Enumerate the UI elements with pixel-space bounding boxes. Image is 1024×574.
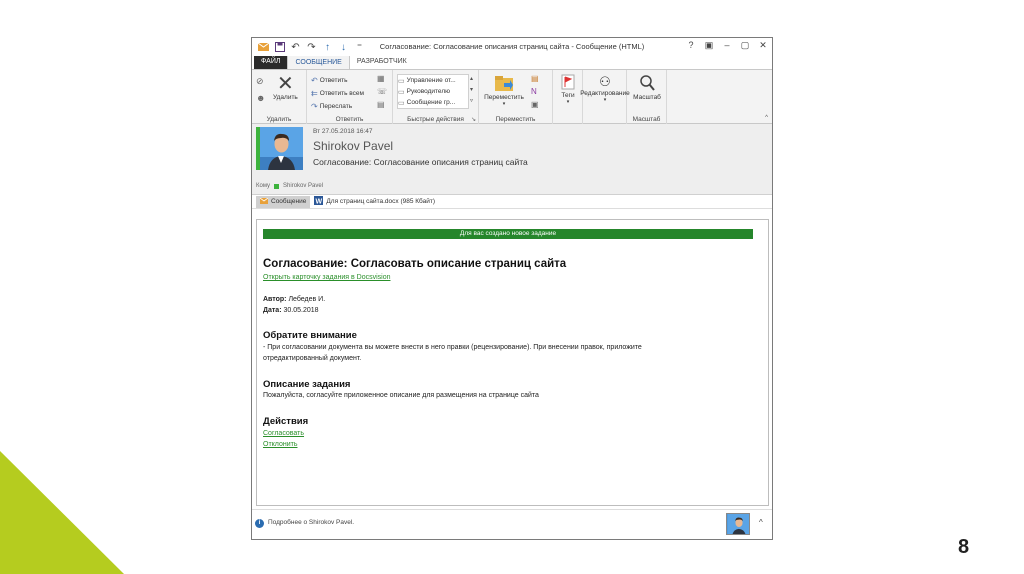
reply-button[interactable]: ↶ Ответить bbox=[311, 76, 348, 85]
forward-button[interactable]: ↷ Переслать bbox=[311, 102, 353, 111]
attention-text-2: отредактированный документ. bbox=[263, 355, 362, 362]
tab-developer[interactable]: РАЗРАБОТЧИК bbox=[356, 58, 407, 65]
reply-all-button[interactable]: ⇇ Ответить всем bbox=[311, 89, 365, 98]
ignore-icon[interactable]: ⊘ bbox=[256, 76, 264, 86]
tags-button[interactable]: Теги ▾ bbox=[555, 74, 581, 105]
outlook-app-icon bbox=[257, 41, 270, 54]
recipient-name[interactable]: Shirokov Pavel bbox=[283, 183, 324, 189]
close-icon[interactable]: ✕ bbox=[759, 40, 767, 50]
ribbon-group-zoom: Масштаб Масштаб bbox=[627, 70, 667, 124]
rules-icon[interactable]: ▤ bbox=[531, 74, 539, 83]
description-text: Пожалуйста, согласуйте приложенное описание для размещения на странице сайта bbox=[263, 392, 539, 399]
ribbon-group-reply: ↶ Ответить ⇇ Ответить всем ↷ Переслать ▦ ☏ ▤ Ответить bbox=[307, 70, 393, 124]
sender-name[interactable]: Shirokov Pavel bbox=[313, 139, 394, 153]
message-body bbox=[256, 219, 769, 506]
svg-text:W: W bbox=[315, 198, 323, 205]
junk-icon[interactable]: ☻ bbox=[256, 93, 266, 103]
quick-step-1[interactable]: ▭ Управление от... bbox=[398, 77, 456, 85]
redo-icon[interactable]: ↷ bbox=[307, 41, 316, 53]
envelope-icon bbox=[260, 198, 268, 206]
ribbon-group-quick-steps: ▭ Управление от... ▭ Руководителю ▭ Сообщение гр... ▴ ▾ ▿ Быстрые действия ↘ bbox=[393, 70, 479, 124]
onenote-icon[interactable]: N bbox=[531, 87, 537, 96]
quick-step-icon: ▭ bbox=[398, 88, 405, 96]
ribbon-group-delete: ⊘ ☻ ✕ Удалить Удалить bbox=[252, 70, 307, 124]
word-doc-icon bbox=[314, 196, 323, 207]
expand-chevron-icon[interactable]: ^ bbox=[759, 518, 763, 527]
arrow-up-icon[interactable]: ↑ bbox=[325, 41, 330, 53]
undo-icon[interactable]: ↶ bbox=[291, 41, 300, 53]
folder-move-icon bbox=[494, 74, 514, 94]
docx-attachment[interactable]: W Для страниц сайта.docx (985 Кбайт) bbox=[315, 198, 436, 205]
slide-number: 8 bbox=[958, 536, 970, 558]
people-pane-text[interactable]: Подробнее о Shirokov Pavel. bbox=[268, 519, 355, 526]
info-icon: i bbox=[255, 519, 264, 528]
tab-message[interactable]: СООБЩЕНИЕ bbox=[287, 55, 349, 69]
flag-icon bbox=[561, 74, 575, 92]
maximize-icon[interactable]: ▢ bbox=[740, 40, 750, 50]
presence-icon bbox=[274, 184, 279, 189]
move-button[interactable]: Переместить ▾ bbox=[483, 74, 525, 107]
zoom-button[interactable]: Масштаб bbox=[629, 74, 665, 101]
binoculars-icon: ⚇ bbox=[599, 74, 611, 89]
reply-all-icon: ⇇ bbox=[311, 89, 318, 98]
im-icon[interactable]: ☏ bbox=[377, 87, 388, 96]
tab-file[interactable]: ФАЙЛ bbox=[254, 55, 287, 69]
people-pane-avatar[interactable] bbox=[726, 513, 750, 535]
help-icon[interactable]: ? bbox=[688, 40, 694, 50]
actions-icon[interactable]: ▣ bbox=[531, 100, 539, 109]
ribbon-display-icon[interactable]: ▣ bbox=[704, 40, 714, 50]
editing-button[interactable]: ⚇ Редактирование ▾ bbox=[580, 74, 630, 103]
meeting-icon[interactable]: ▦ bbox=[377, 74, 385, 83]
to-label: Кому bbox=[256, 183, 271, 189]
window-title: Согласование: Согласование описания страниц сайта - Сообщение (HTML) bbox=[379, 42, 645, 51]
quick-step-3[interactable]: ▭ Сообщение гр... bbox=[398, 99, 456, 107]
minimize-icon[interactable]: – bbox=[724, 40, 730, 50]
task-banner: Для вас создано новое задание bbox=[263, 229, 753, 239]
ribbon-group-move: Переместить ▾ ▤ N ▣ Переместить bbox=[479, 70, 553, 124]
collapse-ribbon-icon[interactable]: ^ bbox=[765, 115, 768, 121]
more-respond-icon[interactable]: ▤ bbox=[377, 100, 385, 109]
quick-step-icon: ▭ bbox=[398, 99, 405, 107]
save-icon[interactable] bbox=[273, 41, 286, 54]
actions-heading: Действия bbox=[263, 416, 309, 427]
quick-step-2[interactable]: ▭ Руководителю bbox=[398, 88, 450, 96]
message-attachment-tab[interactable]: Сообщение bbox=[256, 196, 310, 208]
delete-x-icon: ✕ bbox=[277, 73, 294, 95]
reject-link[interactable]: Отклонить bbox=[263, 441, 298, 448]
approve-link[interactable]: Согласовать bbox=[263, 430, 305, 437]
people-pane bbox=[252, 509, 772, 539]
customize-toolbar-icon[interactable]: ⁼ bbox=[356, 41, 363, 53]
attachments-bar bbox=[252, 195, 772, 209]
magnifier-icon bbox=[639, 74, 655, 94]
quick-step-icon: ▭ bbox=[398, 77, 405, 85]
author-line: Автор: Лебедев И. bbox=[263, 296, 326, 303]
quick-access-toolbar bbox=[252, 41, 366, 54]
arrow-down-icon[interactable]: ↓ bbox=[341, 41, 346, 53]
window-controls bbox=[686, 40, 768, 51]
ribbon-tabs bbox=[252, 56, 772, 70]
message-date: Вт 27.05.2018 16:47 bbox=[313, 128, 373, 135]
description-heading: Описание задания bbox=[263, 379, 351, 390]
outlook-message-window bbox=[251, 37, 773, 540]
message-subject: Согласование: Согласование описания страниц сайта bbox=[313, 157, 528, 167]
chevron-down-icon: ▾ bbox=[603, 97, 607, 103]
forward-icon: ↷ bbox=[311, 102, 318, 111]
date-line: Дата: 30.05.2018 bbox=[263, 307, 319, 314]
delete-button[interactable]: ✕ Удалить bbox=[273, 73, 298, 101]
open-card-link[interactable]: Открыть карточку задания в Docsvision bbox=[263, 274, 391, 281]
attention-text-1: - При согласовании документа вы можете внести в него правки (рецензирование). При внесении правок, приложите bbox=[263, 344, 642, 351]
title-bar bbox=[252, 38, 772, 56]
task-title: Согласование: Согласовать описание страниц сайта bbox=[263, 258, 567, 270]
ribbon-group-tags bbox=[553, 70, 583, 124]
ribbon-group-editing bbox=[580, 70, 630, 124]
reply-icon: ↶ bbox=[311, 76, 318, 85]
chevron-down-icon: ▾ bbox=[502, 101, 506, 107]
message-header bbox=[252, 124, 772, 195]
quick-steps-scroll[interactable]: ▴ ▾ ▿ bbox=[470, 76, 474, 104]
chevron-down-icon: ▾ bbox=[566, 99, 570, 105]
ribbon bbox=[252, 70, 772, 124]
sender-avatar[interactable] bbox=[256, 127, 303, 170]
to-line bbox=[256, 183, 323, 189]
attention-heading: Обратите внимание bbox=[263, 330, 357, 341]
dialog-launcher-icon[interactable]: ↘ bbox=[470, 117, 476, 123]
